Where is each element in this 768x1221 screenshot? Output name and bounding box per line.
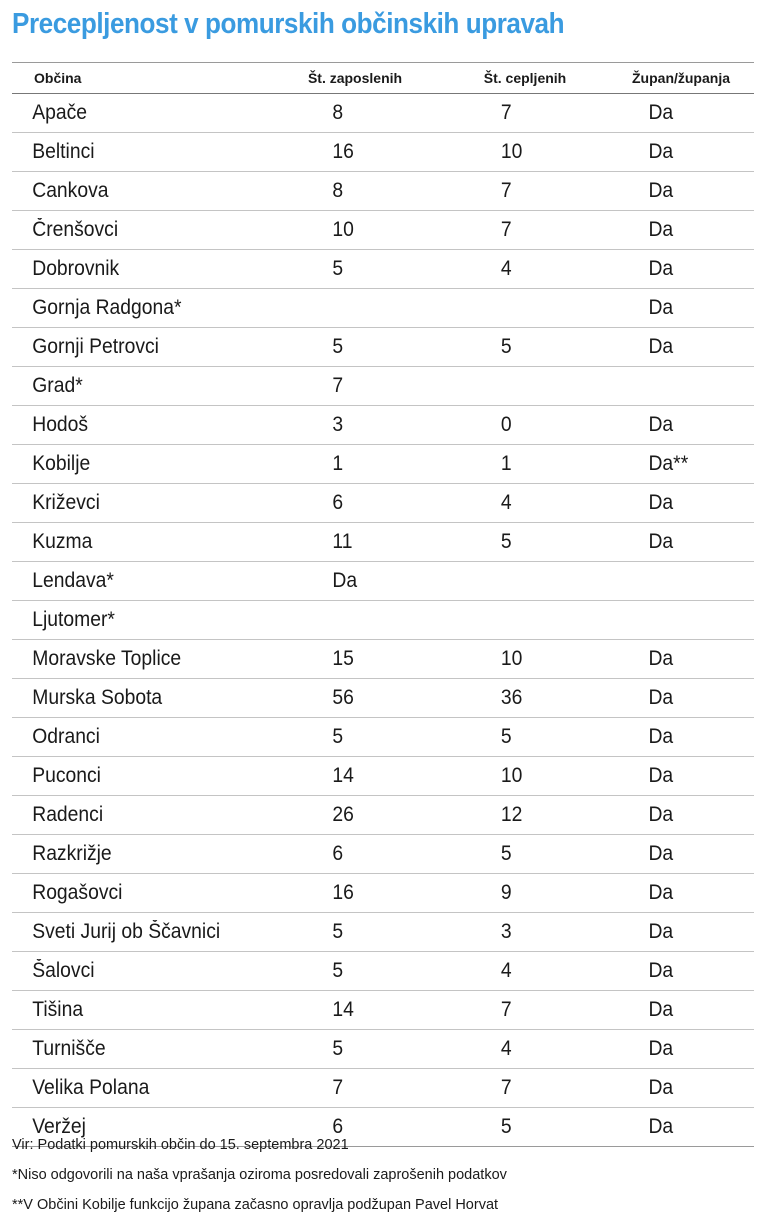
- table-row: [12, 718, 754, 757]
- table-row: [12, 1030, 754, 1069]
- cell-cepljenih: 1: [500, 452, 512, 475]
- cell-zupan: Da: [648, 725, 674, 748]
- column-header-cepljenih: Št. cepljenih: [483, 70, 567, 86]
- cell-zaposlenih: 10: [332, 218, 354, 241]
- cell-obcina: Radenci: [32, 803, 104, 826]
- table-row: [12, 601, 754, 640]
- cell-zaposlenih: 56: [332, 686, 354, 709]
- cell-obcina: Gornja Radgona*: [32, 296, 182, 319]
- data-table: [12, 62, 754, 1147]
- cell-cepljenih: 7: [500, 218, 512, 241]
- cell-zaposlenih: 11: [332, 530, 353, 553]
- cell-cepljenih: 4: [500, 257, 512, 280]
- cell-obcina: Puconci: [32, 764, 101, 787]
- cell-obcina: Turnišče: [32, 1037, 106, 1060]
- cell-zaposlenih: 6: [332, 1115, 344, 1138]
- table-row: [12, 991, 754, 1030]
- cell-obcina: Križevci: [32, 491, 100, 514]
- table-row: [12, 1069, 754, 1108]
- cell-zaposlenih: 5: [332, 725, 344, 748]
- table-row: [12, 445, 754, 484]
- cell-cepljenih: 7: [500, 1076, 512, 1099]
- table-row: [12, 523, 754, 562]
- cell-zaposlenih: 5: [332, 1037, 344, 1060]
- cell-obcina: Kobilje: [32, 452, 91, 475]
- cell-cepljenih: 10: [500, 140, 523, 163]
- cell-obcina: Apače: [32, 101, 88, 124]
- cell-obcina: Murska Sobota: [32, 686, 163, 709]
- cell-zupan: Da: [648, 335, 674, 358]
- cell-cepljenih: 10: [500, 764, 523, 787]
- table-row: [12, 484, 754, 523]
- cell-cepljenih: 4: [500, 491, 512, 514]
- table-row: [12, 679, 754, 718]
- cell-obcina: Sveti Jurij ob Ščavnici: [32, 920, 221, 943]
- cell-zaposlenih: 1: [332, 452, 344, 475]
- table-row: [12, 133, 754, 172]
- column-header-zaposlenih: Št. zaposlenih: [307, 70, 403, 86]
- table-row: [12, 757, 754, 796]
- cell-cepljenih: 7: [500, 998, 512, 1021]
- table-row: [12, 367, 754, 406]
- cell-zupan: Da: [648, 647, 674, 670]
- cell-obcina: Rogašovci: [32, 881, 123, 904]
- source-note: Vir: Podatki pomurskih občin do 15. septembra 2021: [12, 1137, 349, 1153]
- table-row: [12, 562, 754, 601]
- cell-zupan: Da: [648, 881, 674, 904]
- cell-zupan: Da: [648, 1076, 674, 1099]
- cell-obcina: Razkrižje: [32, 842, 112, 865]
- cell-obcina: Veržej: [32, 1115, 86, 1138]
- cell-zupan: Da: [648, 140, 674, 163]
- table-row: [12, 172, 754, 211]
- cell-zupan: Da: [648, 959, 674, 982]
- cell-obcina: Dobrovnik: [32, 257, 120, 280]
- table-row: [12, 328, 754, 367]
- cell-obcina: Tišina: [32, 998, 84, 1021]
- table-body: [12, 94, 754, 1147]
- cell-zaposlenih: 16: [332, 881, 354, 904]
- cell-zupan: Da: [648, 686, 674, 709]
- cell-obcina: Ljutomer*: [32, 608, 115, 631]
- cell-zaposlenih: 16: [332, 140, 354, 163]
- cell-zupan: Da: [648, 101, 674, 124]
- cell-obcina: Hodoš: [32, 413, 89, 436]
- cell-zaposlenih: 5: [332, 335, 344, 358]
- cell-zaposlenih: 6: [332, 491, 344, 514]
- cell-obcina: Gornji Petrovci: [32, 335, 159, 358]
- cell-zaposlenih: 15: [332, 647, 354, 670]
- cell-obcina: Cankova: [32, 179, 109, 202]
- cell-zupan: Da: [648, 920, 674, 943]
- cell-obcina: Beltinci: [32, 140, 95, 163]
- table-row: [12, 289, 754, 328]
- cell-zupan: Da: [648, 296, 674, 319]
- cell-zupan: Da: [648, 998, 674, 1021]
- cell-zupan: Da: [648, 842, 674, 865]
- cell-cepljenih: 4: [500, 959, 512, 982]
- table-row: [12, 796, 754, 835]
- cell-zupan: Da: [648, 257, 674, 280]
- cell-obcina: Moravske Toplice: [32, 647, 182, 670]
- cell-zupan: Da: [648, 803, 674, 826]
- cell-zupan: Da: [648, 530, 674, 553]
- cell-cepljenih: 5: [500, 530, 512, 553]
- cell-zaposlenih: 26: [332, 803, 354, 826]
- cell-zupan: Da: [648, 491, 674, 514]
- table-row: [12, 406, 754, 445]
- cell-cepljenih: 36: [500, 686, 523, 709]
- cell-zaposlenih: 7: [332, 1076, 344, 1099]
- cell-zaposlenih: 3: [332, 413, 344, 436]
- cell-cepljenih: 7: [500, 179, 512, 202]
- cell-obcina: Lendava*: [32, 569, 114, 592]
- cell-cepljenih: 5: [500, 1115, 512, 1138]
- cell-zupan: Da: [648, 218, 674, 241]
- cell-zupan: Da: [648, 1115, 674, 1138]
- table-row: [12, 211, 754, 250]
- cell-cepljenih: 9: [500, 881, 512, 904]
- table-header: [12, 62, 754, 94]
- cell-cepljenih: 12: [500, 803, 523, 826]
- cell-zaposlenih: 5: [332, 920, 344, 943]
- table-row: [12, 874, 754, 913]
- cell-obcina: Velika Polana: [32, 1076, 150, 1099]
- cell-cepljenih: 4: [500, 1037, 512, 1060]
- column-header-obcina: Občina: [34, 70, 82, 86]
- cell-cepljenih: 5: [500, 842, 512, 865]
- column-header-zupan: Župan/županja: [632, 70, 730, 86]
- footnote-kobilje: **V Občini Kobilje funkcijo župana začasno opravlja podžupan Pavel Horvat: [12, 1197, 499, 1213]
- cell-zaposlenih: 6: [332, 842, 344, 865]
- cell-zupan: Da: [648, 764, 674, 787]
- cell-zaposlenih: 14: [332, 764, 354, 787]
- cell-zupan: Da: [648, 179, 674, 202]
- cell-zaposlenih: 14: [332, 998, 354, 1021]
- cell-cepljenih: 10: [500, 647, 523, 670]
- cell-zaposlenih: 5: [332, 959, 344, 982]
- cell-zaposlenih: 8: [332, 179, 344, 202]
- page-title: Precepljenost v pomurskih občinskih upravah: [12, 8, 565, 40]
- footnotes: [12, 1130, 507, 1220]
- cell-obcina: Črenšovci: [32, 218, 119, 241]
- cell-obcina: Kuzma: [32, 530, 93, 553]
- cell-obcina: Grad*: [32, 374, 83, 397]
- table-row: [12, 640, 754, 679]
- cell-cepljenih: 3: [500, 920, 512, 943]
- cell-zaposlenih: 7: [332, 374, 344, 397]
- cell-obcina: Šalovci: [32, 959, 95, 982]
- cell-cepljenih: 5: [500, 335, 512, 358]
- table-row: [12, 913, 754, 952]
- cell-zupan: Da: [648, 413, 674, 436]
- footnote-no-response: *Niso odgovorili na naša vprašanja oziroma posredovali zaprošenih podatkov: [12, 1167, 507, 1183]
- cell-zaposlenih: Da: [332, 569, 358, 592]
- table-row: [12, 835, 754, 874]
- cell-zaposlenih: 8: [332, 101, 344, 124]
- table-row: [12, 952, 754, 991]
- cell-zupan: Da: [648, 1037, 674, 1060]
- cell-cepljenih: 5: [500, 725, 512, 748]
- cell-zaposlenih: 5: [332, 257, 344, 280]
- cell-cepljenih: 0: [500, 413, 512, 436]
- cell-cepljenih: 7: [500, 101, 512, 124]
- cell-zupan: Da**: [648, 452, 689, 475]
- cell-obcina: Odranci: [32, 725, 100, 748]
- table-row: [12, 250, 754, 289]
- table-row: [12, 94, 754, 133]
